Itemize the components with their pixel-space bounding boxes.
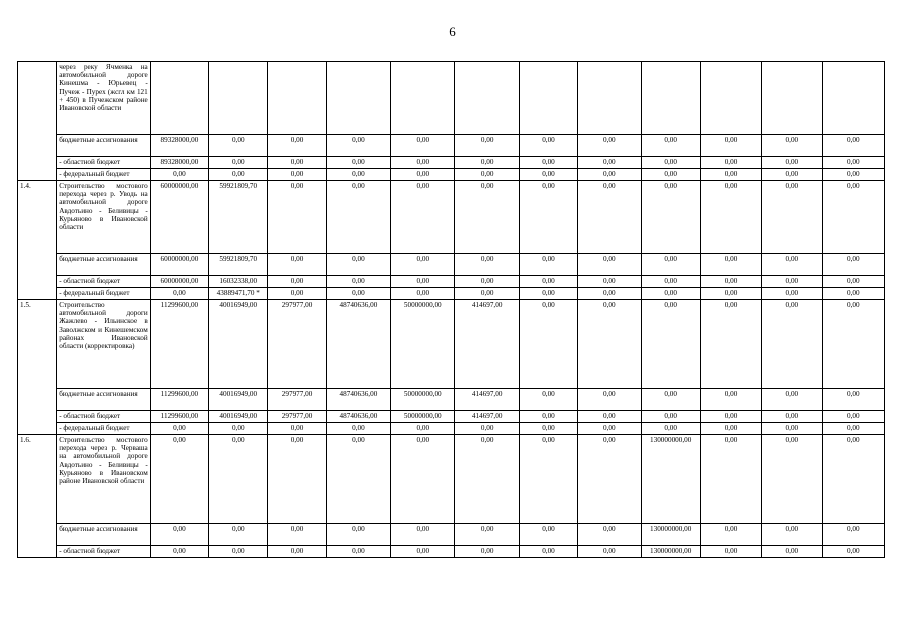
budget-row: [18, 169, 885, 181]
value-cell: 0,00: [519, 276, 577, 288]
value-cell: 0,00: [519, 288, 577, 300]
value-cell: 0,00: [578, 254, 641, 276]
value-cell: 0,00: [519, 254, 577, 276]
value-cell: 0,00: [700, 300, 761, 389]
value-cell: 0,00: [822, 411, 884, 423]
value-cell: 0,00: [762, 389, 822, 411]
value-cell: 0,00: [700, 169, 761, 181]
value-cell: 11299600,00: [150, 411, 208, 423]
budget-row: [18, 276, 885, 288]
section-description: через реку Ячменка на автомобильной дороге Кинешма - Юрьевец - Пучеж - Пурех (жсгл км 121 + 450) в Пучежском районе Ивановской области: [57, 62, 151, 135]
value-cell: 0,00: [641, 276, 700, 288]
value-cell: 0,00: [455, 157, 519, 169]
value-cell: 0,00: [455, 254, 519, 276]
budget-row: [18, 423, 885, 435]
value-cell: 0,00: [150, 288, 208, 300]
value-cell: 0,00: [326, 423, 390, 435]
value-cell: 0,00: [700, 389, 761, 411]
value-cell: [326, 62, 390, 135]
value-cell: 0,00: [822, 288, 884, 300]
value-cell: 0,00: [700, 524, 761, 546]
budget-row: [18, 411, 885, 423]
budget-row: [18, 389, 885, 411]
value-cell: 0,00: [762, 254, 822, 276]
value-cell: 0,00: [209, 423, 268, 435]
value-cell: 0,00: [268, 181, 326, 254]
value-cell: [391, 62, 455, 135]
value-cell: 0,00: [391, 157, 455, 169]
value-cell: 59921809,70: [209, 181, 268, 254]
budget-row-label: бюджетные ассигнования: [57, 524, 151, 546]
value-cell: 0,00: [455, 181, 519, 254]
value-cell: 297977,00: [268, 389, 326, 411]
section-header-row: [18, 62, 885, 135]
value-cell: 0,00: [822, 546, 884, 558]
budget-row-label: - областной бюджет: [57, 546, 151, 558]
value-cell: 0,00: [700, 423, 761, 435]
value-cell: 0,00: [641, 157, 700, 169]
value-cell: 48740636,00: [326, 300, 390, 389]
value-cell: 60000000,00: [150, 181, 208, 254]
value-cell: 0,00: [762, 181, 822, 254]
value-cell: 0,00: [391, 135, 455, 157]
value-cell: 130000000,00: [641, 435, 700, 524]
value-cell: 0,00: [822, 157, 884, 169]
value-cell: 40016949,00: [209, 411, 268, 423]
value-cell: 0,00: [326, 276, 390, 288]
value-cell: 0,00: [578, 546, 641, 558]
value-cell: 50000000,00: [391, 389, 455, 411]
budget-row-label: - федеральный бюджет: [57, 423, 151, 435]
value-cell: 0,00: [519, 389, 577, 411]
value-cell: [268, 62, 326, 135]
value-cell: 0,00: [822, 276, 884, 288]
value-cell: 0,00: [391, 181, 455, 254]
value-cell: 0,00: [455, 546, 519, 558]
value-cell: [519, 62, 577, 135]
value-cell: 0,00: [578, 169, 641, 181]
value-cell: [150, 62, 208, 135]
value-cell: 0,00: [762, 546, 822, 558]
value-cell: 43889471,70 *: [209, 288, 268, 300]
value-cell: 0,00: [519, 169, 577, 181]
value-cell: 0,00: [268, 254, 326, 276]
section-header-row: [18, 300, 885, 389]
value-cell: 130000000,00: [641, 546, 700, 558]
value-cell: 50000000,00: [391, 300, 455, 389]
value-cell: 0,00: [209, 435, 268, 524]
value-cell: 0,00: [391, 288, 455, 300]
value-cell: [455, 62, 519, 135]
section-header-row: [18, 435, 885, 524]
value-cell: 0,00: [578, 411, 641, 423]
value-cell: 0,00: [700, 157, 761, 169]
value-cell: 0,00: [455, 423, 519, 435]
value-cell: 0,00: [822, 135, 884, 157]
value-cell: 0,00: [700, 546, 761, 558]
section-description: Строительство мостового перехода через р. Черваша на автомобильной дороге Авдотьино - Беливицы - Курьяново в Ивановском районе Ивановской области: [57, 435, 151, 524]
value-cell: 0,00: [762, 411, 822, 423]
value-cell: 0,00: [391, 524, 455, 546]
budget-table: [17, 61, 885, 558]
value-cell: 0,00: [822, 423, 884, 435]
budget-table-body: [18, 62, 885, 558]
value-cell: 0,00: [641, 288, 700, 300]
value-cell: 16032338,00: [209, 276, 268, 288]
value-cell: 0,00: [822, 254, 884, 276]
value-cell: 0,00: [822, 181, 884, 254]
value-cell: 297977,00: [268, 300, 326, 389]
value-cell: 0,00: [268, 546, 326, 558]
section-index: 1.4.: [18, 181, 57, 300]
value-cell: 0,00: [822, 389, 884, 411]
budget-row: [18, 288, 885, 300]
value-cell: 0,00: [700, 288, 761, 300]
value-cell: 0,00: [578, 300, 641, 389]
value-cell: 0,00: [326, 288, 390, 300]
value-cell: 0,00: [822, 300, 884, 389]
value-cell: 0,00: [455, 435, 519, 524]
value-cell: 11299600,00: [150, 300, 208, 389]
value-cell: [762, 62, 822, 135]
value-cell: 0,00: [762, 300, 822, 389]
value-cell: 0,00: [578, 181, 641, 254]
value-cell: 0,00: [455, 135, 519, 157]
value-cell: 0,00: [762, 435, 822, 524]
value-cell: 0,00: [762, 169, 822, 181]
value-cell: 0,00: [519, 524, 577, 546]
section-index: 1.6.: [18, 435, 57, 558]
value-cell: 0,00: [641, 300, 700, 389]
budget-row-label: бюджетные ассигнования: [57, 135, 151, 157]
budget-row-label: - федеральный бюджет: [57, 288, 151, 300]
value-cell: [700, 62, 761, 135]
value-cell: 0,00: [700, 276, 761, 288]
value-cell: 0,00: [455, 288, 519, 300]
value-cell: 48740636,00: [326, 411, 390, 423]
value-cell: 0,00: [268, 169, 326, 181]
value-cell: 0,00: [150, 546, 208, 558]
value-cell: 0,00: [822, 435, 884, 524]
value-cell: 0,00: [209, 546, 268, 558]
value-cell: 89328000,00: [150, 157, 208, 169]
budget-row-label: бюджетные ассигнования: [57, 389, 151, 411]
value-cell: 0,00: [326, 157, 390, 169]
budget-row: [18, 135, 885, 157]
budget-row-label: - областной бюджет: [57, 157, 151, 169]
value-cell: 0,00: [209, 135, 268, 157]
section-header-row: [18, 181, 885, 254]
value-cell: 0,00: [762, 135, 822, 157]
value-cell: 0,00: [150, 423, 208, 435]
value-cell: 0,00: [268, 435, 326, 524]
value-cell: 0,00: [641, 423, 700, 435]
section-index: 1.5.: [18, 300, 57, 435]
value-cell: 0,00: [268, 423, 326, 435]
value-cell: 0,00: [519, 135, 577, 157]
value-cell: 0,00: [578, 288, 641, 300]
value-cell: 0,00: [455, 524, 519, 546]
value-cell: 0,00: [762, 524, 822, 546]
value-cell: 0,00: [209, 524, 268, 546]
value-cell: 414697,00: [455, 389, 519, 411]
value-cell: 0,00: [391, 254, 455, 276]
value-cell: 297977,00: [268, 411, 326, 423]
budget-row-label: - областной бюджет: [57, 411, 151, 423]
value-cell: 0,00: [578, 524, 641, 546]
value-cell: 0,00: [641, 181, 700, 254]
value-cell: 0,00: [326, 524, 390, 546]
value-cell: 50000000,00: [391, 411, 455, 423]
value-cell: 40016949,00: [209, 389, 268, 411]
value-cell: 0,00: [326, 181, 390, 254]
budget-row: [18, 254, 885, 276]
value-cell: 0,00: [700, 254, 761, 276]
budget-row-label: - федеральный бюджет: [57, 169, 151, 181]
value-cell: 0,00: [391, 169, 455, 181]
value-cell: 0,00: [641, 411, 700, 423]
value-cell: 0,00: [519, 181, 577, 254]
value-cell: 0,00: [209, 169, 268, 181]
value-cell: [209, 62, 268, 135]
value-cell: 0,00: [326, 435, 390, 524]
value-cell: 0,00: [762, 288, 822, 300]
value-cell: 11299600,00: [150, 389, 208, 411]
value-cell: 0,00: [326, 546, 390, 558]
value-cell: 0,00: [641, 389, 700, 411]
section-description: Строительство автомобильной дороги Жажлево - Ильинское в Заволжском и Кинешемском районах Ивановской области (корректировка): [57, 300, 151, 389]
budget-row-label: бюджетные ассигнования: [57, 254, 151, 276]
value-cell: 0,00: [762, 276, 822, 288]
value-cell: 0,00: [268, 288, 326, 300]
value-cell: 0,00: [326, 169, 390, 181]
value-cell: 0,00: [700, 411, 761, 423]
budget-row: [18, 524, 885, 546]
budget-row-label: - областной бюджет: [57, 276, 151, 288]
value-cell: 0,00: [641, 169, 700, 181]
value-cell: 0,00: [268, 135, 326, 157]
budget-row: [18, 546, 885, 558]
value-cell: 0,00: [519, 411, 577, 423]
section-index: [18, 62, 57, 181]
value-cell: 48740636,00: [326, 389, 390, 411]
value-cell: 40016949,00: [209, 300, 268, 389]
value-cell: 0,00: [326, 254, 390, 276]
page-number: 6: [449, 24, 456, 39]
value-cell: 0,00: [578, 389, 641, 411]
budget-row: [18, 157, 885, 169]
value-cell: 59921809,70: [209, 254, 268, 276]
value-cell: 0,00: [519, 300, 577, 389]
value-cell: 0,00: [150, 524, 208, 546]
value-cell: 0,00: [455, 169, 519, 181]
value-cell: 89328000,00: [150, 135, 208, 157]
value-cell: 0,00: [700, 135, 761, 157]
value-cell: 0,00: [700, 181, 761, 254]
value-cell: 0,00: [578, 435, 641, 524]
value-cell: 0,00: [578, 276, 641, 288]
value-cell: 0,00: [578, 157, 641, 169]
value-cell: 0,00: [519, 423, 577, 435]
value-cell: 0,00: [268, 524, 326, 546]
value-cell: [641, 62, 700, 135]
value-cell: 0,00: [391, 276, 455, 288]
value-cell: 0,00: [822, 524, 884, 546]
section-description: Строительство мостового перехода через р. Уводь на автомобильной дороге Авдотьино - Беливицы - Курьяново в Ивановской области: [57, 181, 151, 254]
value-cell: 0,00: [150, 435, 208, 524]
value-cell: 130000000,00: [641, 524, 700, 546]
value-cell: 0,00: [641, 135, 700, 157]
value-cell: 0,00: [391, 423, 455, 435]
value-cell: 0,00: [455, 276, 519, 288]
value-cell: 60000000,00: [150, 276, 208, 288]
value-cell: 0,00: [519, 157, 577, 169]
value-cell: [578, 62, 641, 135]
value-cell: 0,00: [326, 135, 390, 157]
value-cell: 0,00: [519, 546, 577, 558]
value-cell: 0,00: [641, 254, 700, 276]
value-cell: 0,00: [150, 169, 208, 181]
value-cell: [822, 62, 884, 135]
value-cell: 0,00: [209, 157, 268, 169]
value-cell: 0,00: [391, 546, 455, 558]
value-cell: 414697,00: [455, 300, 519, 389]
value-cell: 0,00: [762, 157, 822, 169]
value-cell: 0,00: [578, 135, 641, 157]
value-cell: 414697,00: [455, 411, 519, 423]
value-cell: 0,00: [268, 276, 326, 288]
value-cell: 0,00: [762, 423, 822, 435]
value-cell: 0,00: [268, 157, 326, 169]
value-cell: 0,00: [822, 169, 884, 181]
value-cell: 0,00: [519, 435, 577, 524]
value-cell: 0,00: [700, 435, 761, 524]
value-cell: 0,00: [391, 435, 455, 524]
value-cell: 0,00: [578, 423, 641, 435]
value-cell: 60000000,00: [150, 254, 208, 276]
